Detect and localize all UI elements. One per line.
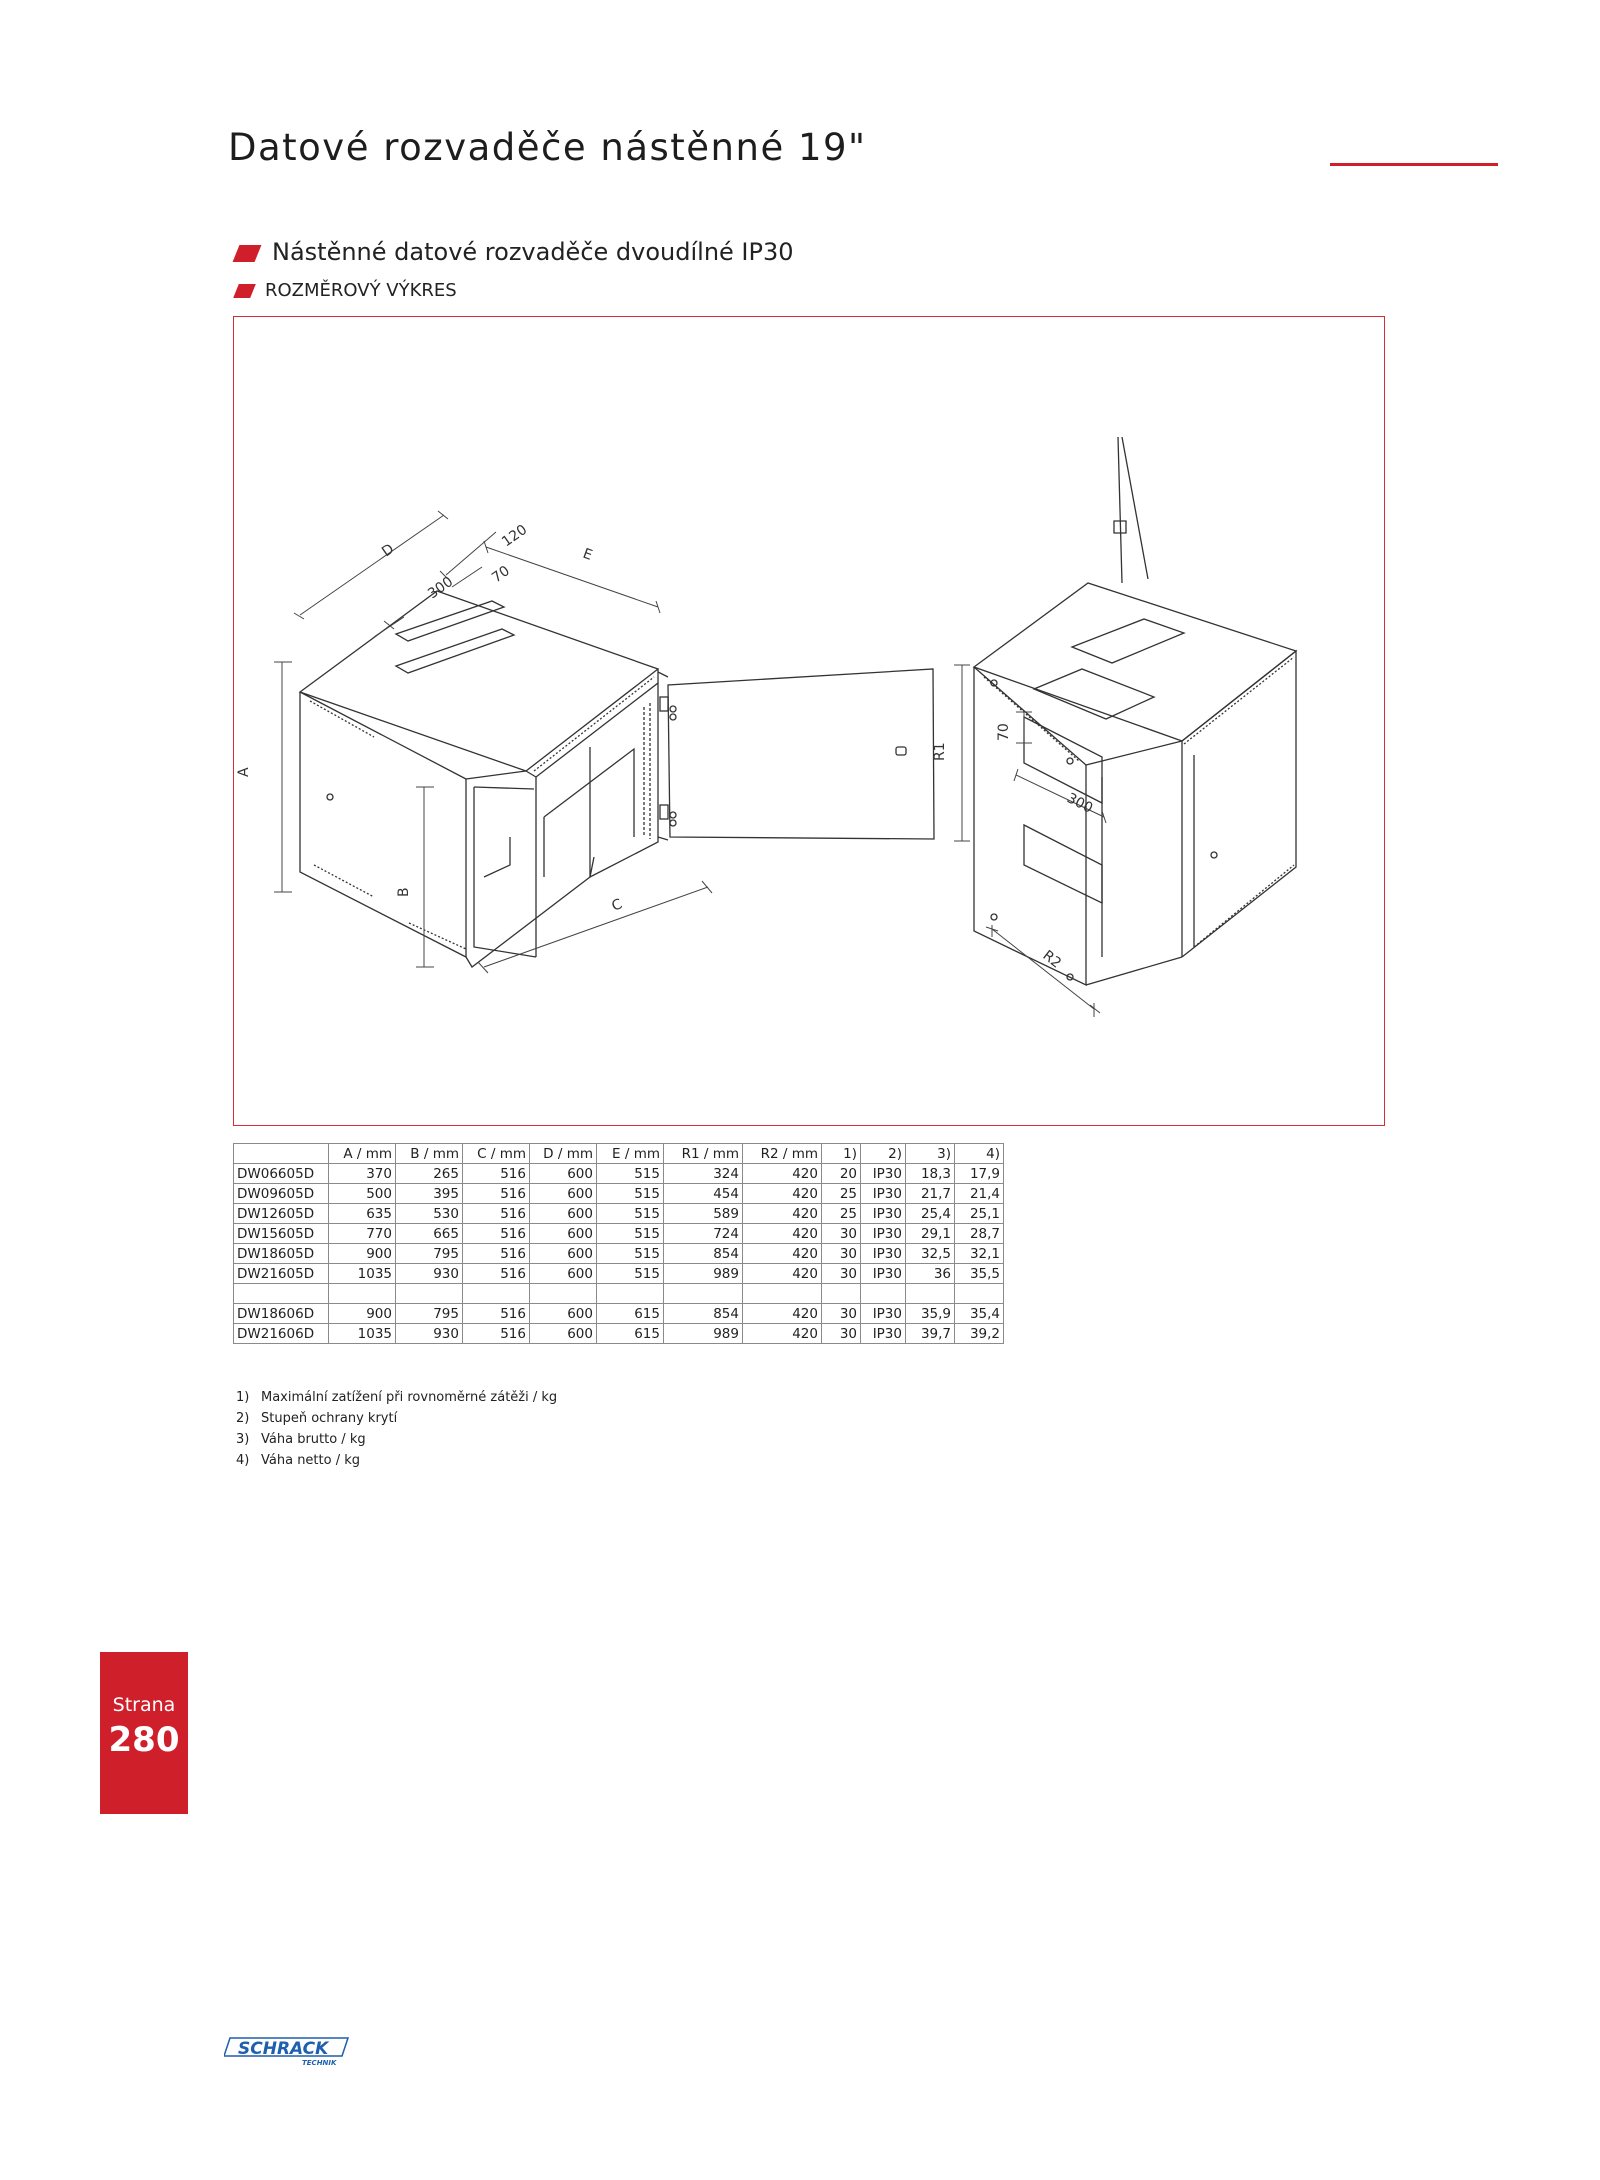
page-title: Datové rozvaděče nástěnné 19" — [228, 126, 867, 169]
table-cell: 420 — [743, 1204, 822, 1224]
drawing-frame — [233, 316, 1385, 1126]
logo-tagline: TECHNIK — [302, 2059, 337, 2067]
table-cell — [822, 1284, 861, 1304]
table-cell: IP30 — [861, 1164, 906, 1184]
table-cell: 600 — [530, 1324, 597, 1344]
table-cell: 515 — [597, 1184, 664, 1204]
table-cell: IP30 — [861, 1224, 906, 1244]
table-cell: IP30 — [861, 1204, 906, 1224]
table-header-row — [234, 1144, 1004, 1164]
cabinet-closed-view — [974, 437, 1296, 985]
table-header-cell: A / mm — [329, 1144, 396, 1164]
table-cell — [329, 1284, 396, 1304]
product-code-cell: DW09605D — [234, 1184, 329, 1204]
table-header-cell: D / mm — [530, 1144, 597, 1164]
table-cell: 930 — [396, 1264, 463, 1284]
table-header-cell: R1 / mm — [664, 1144, 743, 1164]
table-cell: 21,7 — [906, 1184, 955, 1204]
table-row — [234, 1264, 1004, 1284]
table-header-cell: C / mm — [463, 1144, 530, 1164]
footnote-item: 2) Stupeň ochrany krytí — [236, 1411, 398, 1426]
table-cell — [743, 1284, 822, 1304]
table-row — [234, 1304, 1004, 1324]
table-cell: 30 — [822, 1244, 861, 1264]
section-title: Nástěnné datové rozvaděče dvoudílné IP30 — [272, 238, 794, 266]
table-cell: 25,1 — [955, 1204, 1004, 1224]
table-cell: 395 — [396, 1184, 463, 1204]
table-cell: 35,9 — [906, 1304, 955, 1324]
table-cell: 515 — [597, 1204, 664, 1224]
dimension-drawing — [234, 317, 1386, 1127]
table-cell: 420 — [743, 1304, 822, 1324]
table-row — [234, 1324, 1004, 1344]
table-cell: 516 — [463, 1324, 530, 1344]
table-cell: 370 — [329, 1164, 396, 1184]
table-cell: 600 — [530, 1224, 597, 1244]
dim-label-R2: R2 — [1039, 947, 1065, 972]
table-cell: 265 — [396, 1164, 463, 1184]
table-cell: 516 — [463, 1204, 530, 1224]
table-cell: 35,5 — [955, 1264, 1004, 1284]
table-cell: 420 — [743, 1324, 822, 1344]
table-cell: 516 — [463, 1184, 530, 1204]
table-cell: 516 — [463, 1304, 530, 1324]
table-cell: 600 — [530, 1184, 597, 1204]
table-cell: 989 — [664, 1324, 743, 1344]
product-code-cell — [234, 1284, 329, 1304]
table-cell: 30 — [822, 1264, 861, 1284]
table-cell: 20 — [822, 1164, 861, 1184]
table-cell: 1035 — [329, 1324, 396, 1344]
dim-label-70: 70 — [489, 562, 513, 587]
table-cell — [664, 1284, 743, 1304]
table-row — [234, 1164, 1004, 1184]
table-cell: 18,3 — [906, 1164, 955, 1184]
table-header-cell — [234, 1144, 329, 1164]
table-cell: 516 — [463, 1244, 530, 1264]
table-cell: 615 — [597, 1324, 664, 1344]
table-cell: 36 — [906, 1264, 955, 1284]
table-cell: 21,4 — [955, 1184, 1004, 1204]
table-cell: IP30 — [861, 1304, 906, 1324]
table-header-cell: 4) — [955, 1144, 1004, 1164]
table-cell: 39,2 — [955, 1324, 1004, 1344]
table-cell: 516 — [463, 1224, 530, 1244]
table-cell: 516 — [463, 1264, 530, 1284]
table-row — [234, 1224, 1004, 1244]
table-cell: 900 — [329, 1244, 396, 1264]
table-cell: 420 — [743, 1184, 822, 1204]
table-cell — [906, 1284, 955, 1304]
table-cell: 600 — [530, 1264, 597, 1284]
dim-label-E: E — [580, 545, 595, 564]
product-code-cell: DW15605D — [234, 1224, 329, 1244]
footnotes — [236, 1387, 557, 1471]
table-cell: 454 — [664, 1184, 743, 1204]
table-cell — [396, 1284, 463, 1304]
product-code-cell: DW18606D — [234, 1304, 329, 1324]
table-header-cell: 1) — [822, 1144, 861, 1164]
table-cell: 515 — [597, 1164, 664, 1184]
table-cell: 39,7 — [906, 1324, 955, 1344]
table-cell: 1035 — [329, 1264, 396, 1284]
table-header-cell: E / mm — [597, 1144, 664, 1164]
table-cell: 930 — [396, 1324, 463, 1344]
dim-label-A: A — [236, 767, 252, 777]
table-cell: IP30 — [861, 1184, 906, 1204]
table-row — [234, 1204, 1004, 1224]
table-cell: 989 — [664, 1264, 743, 1284]
dim-label-r300: 300 — [1064, 790, 1096, 817]
section-heading — [236, 238, 794, 266]
table-cell: 589 — [664, 1204, 743, 1224]
product-code-cell: DW21605D — [234, 1264, 329, 1284]
table-cell: 665 — [396, 1224, 463, 1244]
table-cell: 615 — [597, 1304, 664, 1324]
table-cell: 420 — [743, 1224, 822, 1244]
table-cell — [463, 1284, 530, 1304]
table-cell: 900 — [329, 1304, 396, 1324]
table-cell: 600 — [530, 1304, 597, 1324]
table-cell: 795 — [396, 1304, 463, 1324]
table-header-cell: 2) — [861, 1144, 906, 1164]
table-cell — [530, 1284, 597, 1304]
table-row — [234, 1244, 1004, 1264]
table-cell: 854 — [664, 1244, 743, 1264]
table-cell: 28,7 — [955, 1224, 1004, 1244]
dimensions-table — [233, 1143, 1004, 1344]
table-cell: 600 — [530, 1164, 597, 1184]
table-cell: 32,5 — [906, 1244, 955, 1264]
table-cell: 530 — [396, 1204, 463, 1224]
table-header-cell: R2 / mm — [743, 1144, 822, 1164]
page-number-badge — [100, 1652, 188, 1814]
table-cell: 600 — [530, 1244, 597, 1264]
product-code-cell: DW21606D — [234, 1324, 329, 1344]
dim-label-B: B — [396, 887, 412, 897]
table-cell: 420 — [743, 1164, 822, 1184]
dim-label-C: C — [609, 896, 625, 915]
table-cell: 25 — [822, 1204, 861, 1224]
table-cell: 32,1 — [955, 1244, 1004, 1264]
bullet-marker-icon — [233, 245, 262, 262]
table-cell: 29,1 — [906, 1224, 955, 1244]
table-cell — [861, 1284, 906, 1304]
table-cell: 515 — [597, 1264, 664, 1284]
table-cell: 795 — [396, 1244, 463, 1264]
table-cell: 854 — [664, 1304, 743, 1324]
table-cell: 516 — [463, 1164, 530, 1184]
table-cell: 25,4 — [906, 1204, 955, 1224]
table-row — [234, 1284, 1004, 1304]
table-cell — [955, 1284, 1004, 1304]
subsection-title: ROZMĚROVÝ VÝKRES — [265, 280, 457, 301]
table-cell: 724 — [664, 1224, 743, 1244]
table-cell: 515 — [597, 1224, 664, 1244]
table-cell: 635 — [329, 1204, 396, 1224]
schrack-logo-icon — [224, 2034, 354, 2068]
table-row — [234, 1184, 1004, 1204]
table-cell: 420 — [743, 1244, 822, 1264]
table-header-cell: 3) — [906, 1144, 955, 1164]
table-cell: 30 — [822, 1304, 861, 1324]
dim-label-r70: 70 — [996, 723, 1012, 741]
product-code-cell: DW06605D — [234, 1164, 329, 1184]
product-code-cell: DW18605D — [234, 1244, 329, 1264]
table-cell: 25 — [822, 1184, 861, 1204]
bullet-marker-icon — [233, 284, 256, 298]
footnote-item: 3) Váha brutto / kg — [236, 1432, 366, 1447]
table-cell: 770 — [329, 1224, 396, 1244]
table-cell: 17,9 — [955, 1164, 1004, 1184]
table-cell: 30 — [822, 1324, 861, 1344]
page-number: 280 — [108, 1720, 180, 1760]
table-cell: IP30 — [861, 1324, 906, 1344]
dim-label-D: D — [379, 540, 398, 561]
table-cell — [597, 1284, 664, 1304]
table-cell: 35,4 — [955, 1304, 1004, 1324]
schrack-logo — [224, 2034, 354, 2073]
table-cell: 30 — [822, 1224, 861, 1244]
table-cell: 515 — [597, 1244, 664, 1264]
table-cell: 500 — [329, 1184, 396, 1204]
dim-label-R1: R1 — [932, 742, 948, 761]
subsection-heading — [236, 280, 457, 301]
product-code-cell: DW12605D — [234, 1204, 329, 1224]
title-rule — [1330, 163, 1498, 166]
footnote-item: 4) Váha netto / kg — [236, 1453, 360, 1468]
table-cell: IP30 — [861, 1244, 906, 1264]
page-label: Strana — [112, 1694, 176, 1716]
dim-label-120: 120 — [499, 521, 531, 551]
table-cell: 600 — [530, 1204, 597, 1224]
footnote-item: 1) Maximální zatížení při rovnoměrné zátěži / kg — [236, 1390, 558, 1405]
logo-text: SCHRACK — [238, 2039, 329, 2059]
table-cell: 324 — [664, 1164, 743, 1184]
table-cell: IP30 — [861, 1264, 906, 1284]
dim-label-300: 300 — [425, 573, 457, 603]
table-header-cell: B / mm — [396, 1144, 463, 1164]
table-cell: 420 — [743, 1264, 822, 1284]
